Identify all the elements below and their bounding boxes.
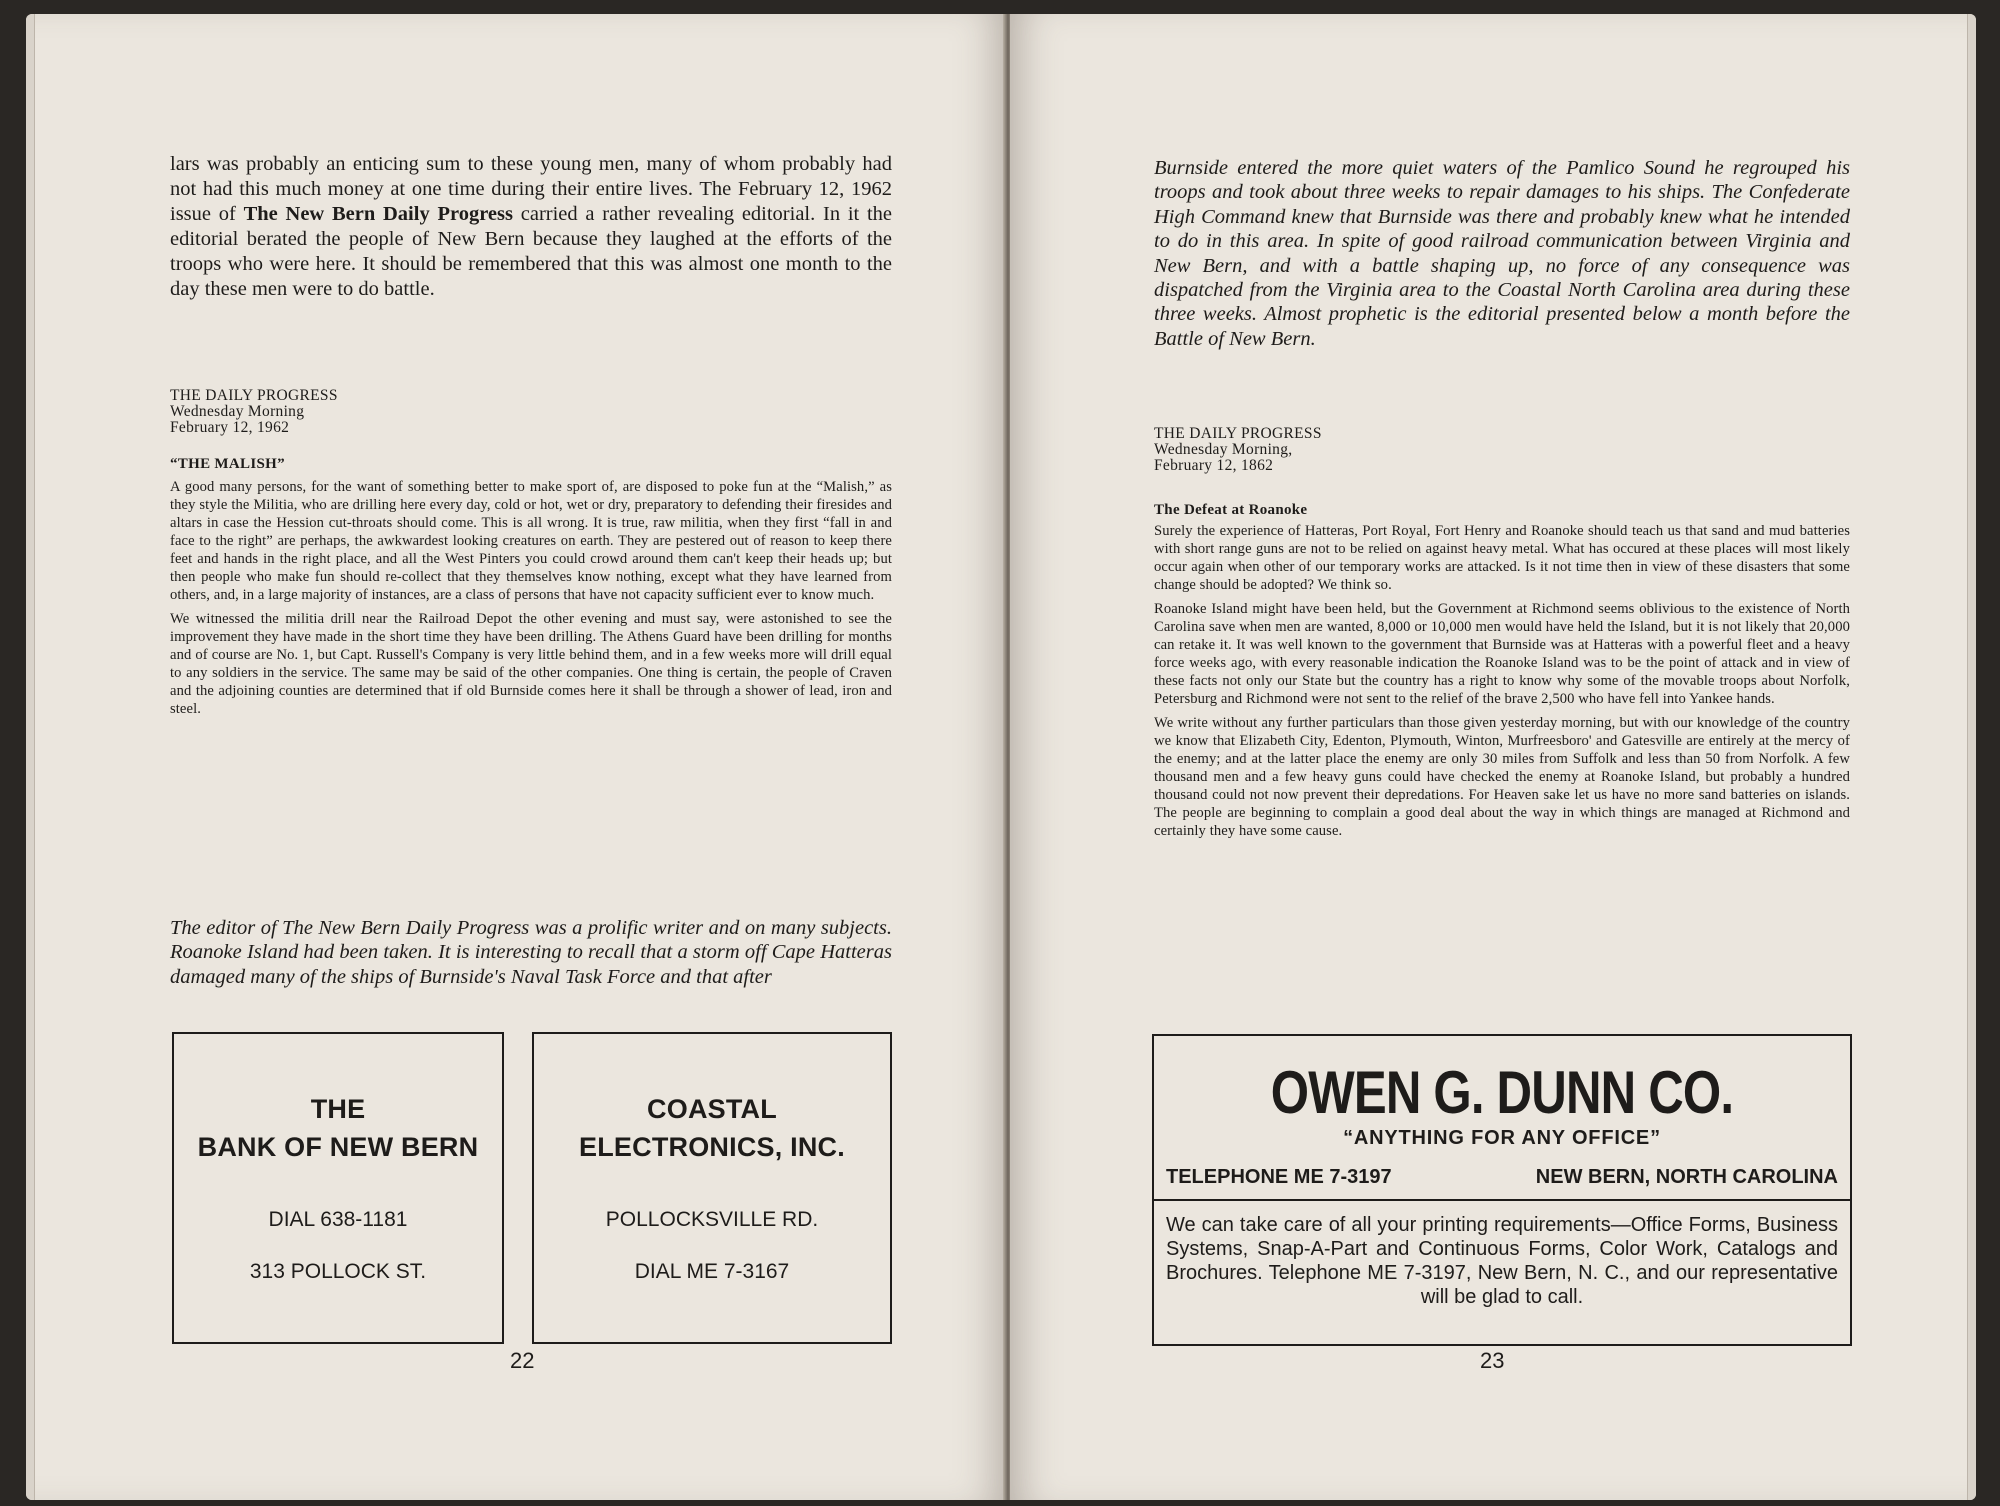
page-edge	[1967, 14, 1976, 1500]
header-paper: THE DAILY PROGRESS	[170, 387, 338, 404]
editorial-body	[170, 478, 892, 724]
intro-commentary: Burnside entered the more quiet waters of the Pamlico Sound he regrouped his troops and took about three weeks to repair damages to his ships. The Confederate High Command knew that Burnside was there and probably knew what he intended to do in this area. In spite of good railroad communication between Virginia and New Bern, and with a battle shaping up, no force of any consequence was dispatched from the Virginia area to the Coastal North Carolina area during these three weeks. Almost prophetic is the editorial presented below a month before the Battle of New Bern.	[1154, 157, 1850, 350]
ad-contact	[1154, 1166, 1850, 1189]
editorial-title: The Defeat at Roanoke	[1154, 502, 1308, 518]
ad-title-wrap	[1154, 1058, 1850, 1127]
closing-commentary: The editor of The New Bern Daily Progress was a prolific writer and on many subjects. Roanoke Island had been taken. It is interesting to recall that a storm off Cape Hatteras damaged many of the ships of Burnside's Naval Task Force and that after	[170, 917, 892, 988]
editorial-body	[1154, 522, 1850, 846]
ad-description: We can take care of all your printing requirements—Office Forms, Business Systems, Snap-A-Part and Continuous Forms, Color Work, Catalogs and Brochures. Telephone ME 7-3197, New Bern, N. C., and our representative will be glad to call.	[1166, 1214, 1838, 1308]
ad-name: THE BANK OF NEW BERN	[197, 1094, 479, 1162]
ad-name: COASTAL ELECTRONICS, INC.	[579, 1094, 845, 1162]
left-page	[26, 14, 1006, 1500]
page-edge	[26, 14, 35, 1500]
editorial-paragraph: We witnessed the militia drill near the Railroad Depot the other evening and must say, were astonished to see the improvement they have made in the short time they have been drilling. The Athens Guard have been drilling for months and of course are No. 1, but Capt. Russell's Company is very little behind them, and in a few weeks more will drill equal to any soldiers in the service. The same may be said of the other companies. One thing is certain, the people of Craven and the adjoining counties are determined that if old Burnside comes here it shall be through a shower of lead, iron and steel.	[170, 611, 892, 717]
ad-phone: DIAL ME 7-3167	[634, 1260, 790, 1283]
book-spread	[26, 14, 1976, 1500]
editorial-paragraph: Surely the experience of Hatteras, Port Royal, Fort Henry and Roanoke should teach us that sand and mud batteries with short range guns are not to be relied on against heavy metal. What has occured at these places will most likely occur again when other of our temporary works are attacked. Is it not time then in view of these disasters that some change should be adopted? We think so.	[1154, 523, 1850, 593]
ad-location: NEW BERN, NORTH CAROLINA	[1535, 1166, 1838, 1188]
editorial-paragraph: A good many persons, for the want of something better to make sport of, are disposed to poke fun at the “Malish,” as they style the Militia, who are drilling here every day, cold or hot, wet or dry, preparatory to defending their firesides and altars in case the Hession cut-throats should come. This is all wrong. It is true, raw militia, when they first “fall in and face to the right” are perhaps, the awkwardest looking creatures on earth. They are pestered out of reason to keep there feet and hands in the right place, and all the West Pinters you could crowd around them can't keep their heads up; but then people who make fun should re-collect that they themselves know nothing, except what they have learned from others, and, in a large majority of instances, are a class of persons that have not capacity sufficient ever to know much.	[170, 479, 892, 603]
ad-phone: TELEPHONE ME 7-3197	[1166, 1166, 1392, 1188]
header-paper: THE DAILY PROGRESS	[1154, 425, 1322, 442]
right-page	[1010, 14, 1976, 1500]
editorial-paragraph: Roanoke Island might have been held, but the Government at Richmond seems oblivious to the existence of North Carolina save when men are wanted, 8,000 or 10,000 men would have held the Island, but it is not likely that 20,000 can retake it. It was well known to the government that Burnside was at Hatteras with a powerful fleet and a heavy force weeks ago, with every reasonable indication the Roanoke Island was to be the point of attack and in view of these facts not only our State but the country has a right to know why some of the movable troops about Norfolk, Petersburg and Richmond were not sent to the relief of the brave 2,500 who have fell into Yankee hands.	[1154, 601, 1850, 707]
ad-coastal-electronics	[532, 1032, 892, 1344]
ad-name: OWEN G. DUNN CO.	[1270, 1059, 1734, 1126]
page-number: 22	[510, 1348, 535, 1373]
intro-paragraph: lars was probably an enticing sum to these young men, many of whom probably had not had this much money at one time during their entire lives. The February 12, 1962 issue of The New Bern Daily Progress carried a rather revealing editorial. In it the editorial berated the people of New Bern because they laughed at the efforts of the troops who were here. It should be remembered that this was almost one month to the day these men were to do battle.	[170, 153, 893, 300]
page-number: 23	[1480, 1348, 1505, 1373]
ad-address: POLLOCKSVILLE RD.	[605, 1208, 819, 1231]
editorial-title: “THE MALISH”	[170, 456, 285, 472]
ad-bank-of-new-bern	[172, 1032, 504, 1344]
editorial-paragraph: We write without any further particulars than those given yesterday morning, but with our knowledge of the country we know that Elizabeth City, Edenton, Plymouth, Winton, Murfreesboro' and Gatesville are entirely at the mercy of the enemy; and at the latter place the enemy are only 30 miles from Suffolk and less than 50 from Norfolk. A few thousand men and a few heavy guns could have checked the enemy at Roanoke Island, but probably a hundred thousand could not now prevent their depredations. For Heaven sake let us have no more sand batteries on islands. The people are beginning to complain a good deal about the way in which things are managed at Richmond and certainly they have some cause.	[1154, 715, 1850, 839]
header-day: Wednesday Morning	[170, 403, 305, 420]
header-day: Wednesday Morning,	[1154, 441, 1293, 458]
ad-phone: DIAL 638-1181	[268, 1208, 408, 1231]
ad-address: 313 POLLOCK ST.	[249, 1260, 427, 1283]
editorial-header	[1154, 426, 1322, 474]
header-date: February 12, 1962	[170, 419, 290, 436]
header-date: February 12, 1862	[1154, 457, 1274, 474]
editorial-header	[170, 388, 338, 436]
ad-slogan: “ANYTHING FOR ANY OFFICE”	[1343, 1127, 1661, 1149]
ad-owen-g-dunn	[1152, 1034, 1852, 1346]
